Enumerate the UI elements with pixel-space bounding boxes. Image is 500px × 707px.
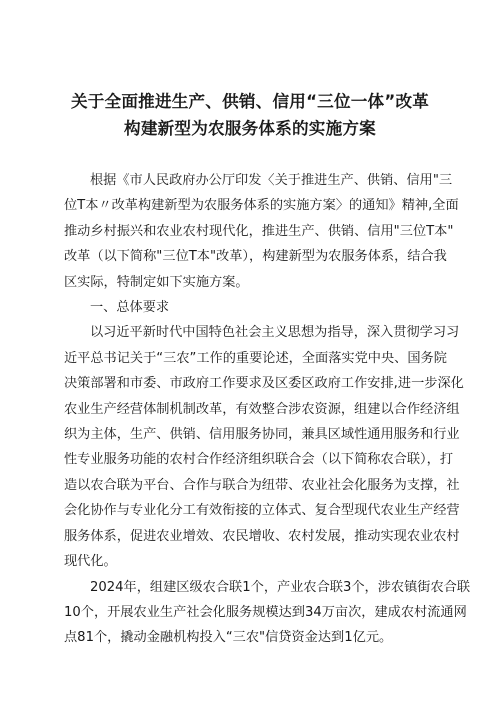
title-line-1: 关于全面推进生产、供销、信用“三位一体”改革: [70, 92, 430, 111]
requirements-line: 造以农合联为平台、合作与联合为纽带、农业社会化服务为支撑，社: [64, 477, 460, 493]
intro-line: 区实际，特制定如下实施方案。: [64, 274, 249, 290]
requirements-line: 性专业服务功能的农村合作经济组织联合会（以下简称农合联），打: [64, 452, 454, 468]
intro-line: 推动乡村振兴和农业农村现代化，推进生产、供销、信用"三位T本": [64, 223, 454, 239]
intro-line: 根据《市人民政府办公厅印发〈关于推进生产、供销、信用"三: [90, 173, 453, 188]
requirements-line: 织为主体，生产、供销、信用服务协同，兼具区域性通用服务和行业: [64, 427, 460, 443]
targets-line: 2024年，组建区级农合联1个，产业农合联3个，涉农镇街农合联: [90, 579, 471, 595]
targets-line: 10个，开展农业生产社会化服务规模达到34万亩次，建成农村流通网: [64, 604, 467, 620]
requirements-paragraph: [64, 320, 464, 574]
requirements-line: 现代化。: [64, 554, 117, 570]
targets-line: 点81个，撬动金融机构投入“三农"信贷资金达到1亿元。: [64, 630, 393, 646]
section-heading: 一、总体要求: [90, 300, 170, 316]
requirements-line: 以习近平新时代中国特色社会主义思想为指导，深入贯彻学习习: [90, 325, 460, 341]
intro-line: 位T本〃改革构建新型为农服务体系的实施方案〉的通知》精神,全面: [64, 198, 459, 214]
targets-paragraph: [64, 575, 471, 651]
requirements-line: 决策部署和市委、市政府工作要求及区委区政府工作安排,进一步深化: [64, 376, 464, 392]
intro-paragraph: [64, 168, 459, 295]
intro-line: 改革（以下简称"三位T本"改革），构建新型为农服务体系，结合我: [64, 249, 447, 265]
document-title: [64, 88, 436, 142]
requirements-line: 会化协作与专业化分工有效衔接的立体式、复合型现代农业生产经营: [64, 503, 460, 519]
title-line-2: 构建新型为农服务体系的实施方案: [124, 119, 376, 138]
requirements-line: 农业生产经营体制机制改革，有效整合涉农资源，组建以合作经济组: [64, 401, 460, 417]
requirements-line: 服务体系，促进农业增效、农民增收、农村发展，推动实现农业农村: [64, 528, 460, 544]
requirements-line: 近平总书记关于“三农”工作的重要论述，全面落实党中央、国务院: [64, 350, 447, 366]
